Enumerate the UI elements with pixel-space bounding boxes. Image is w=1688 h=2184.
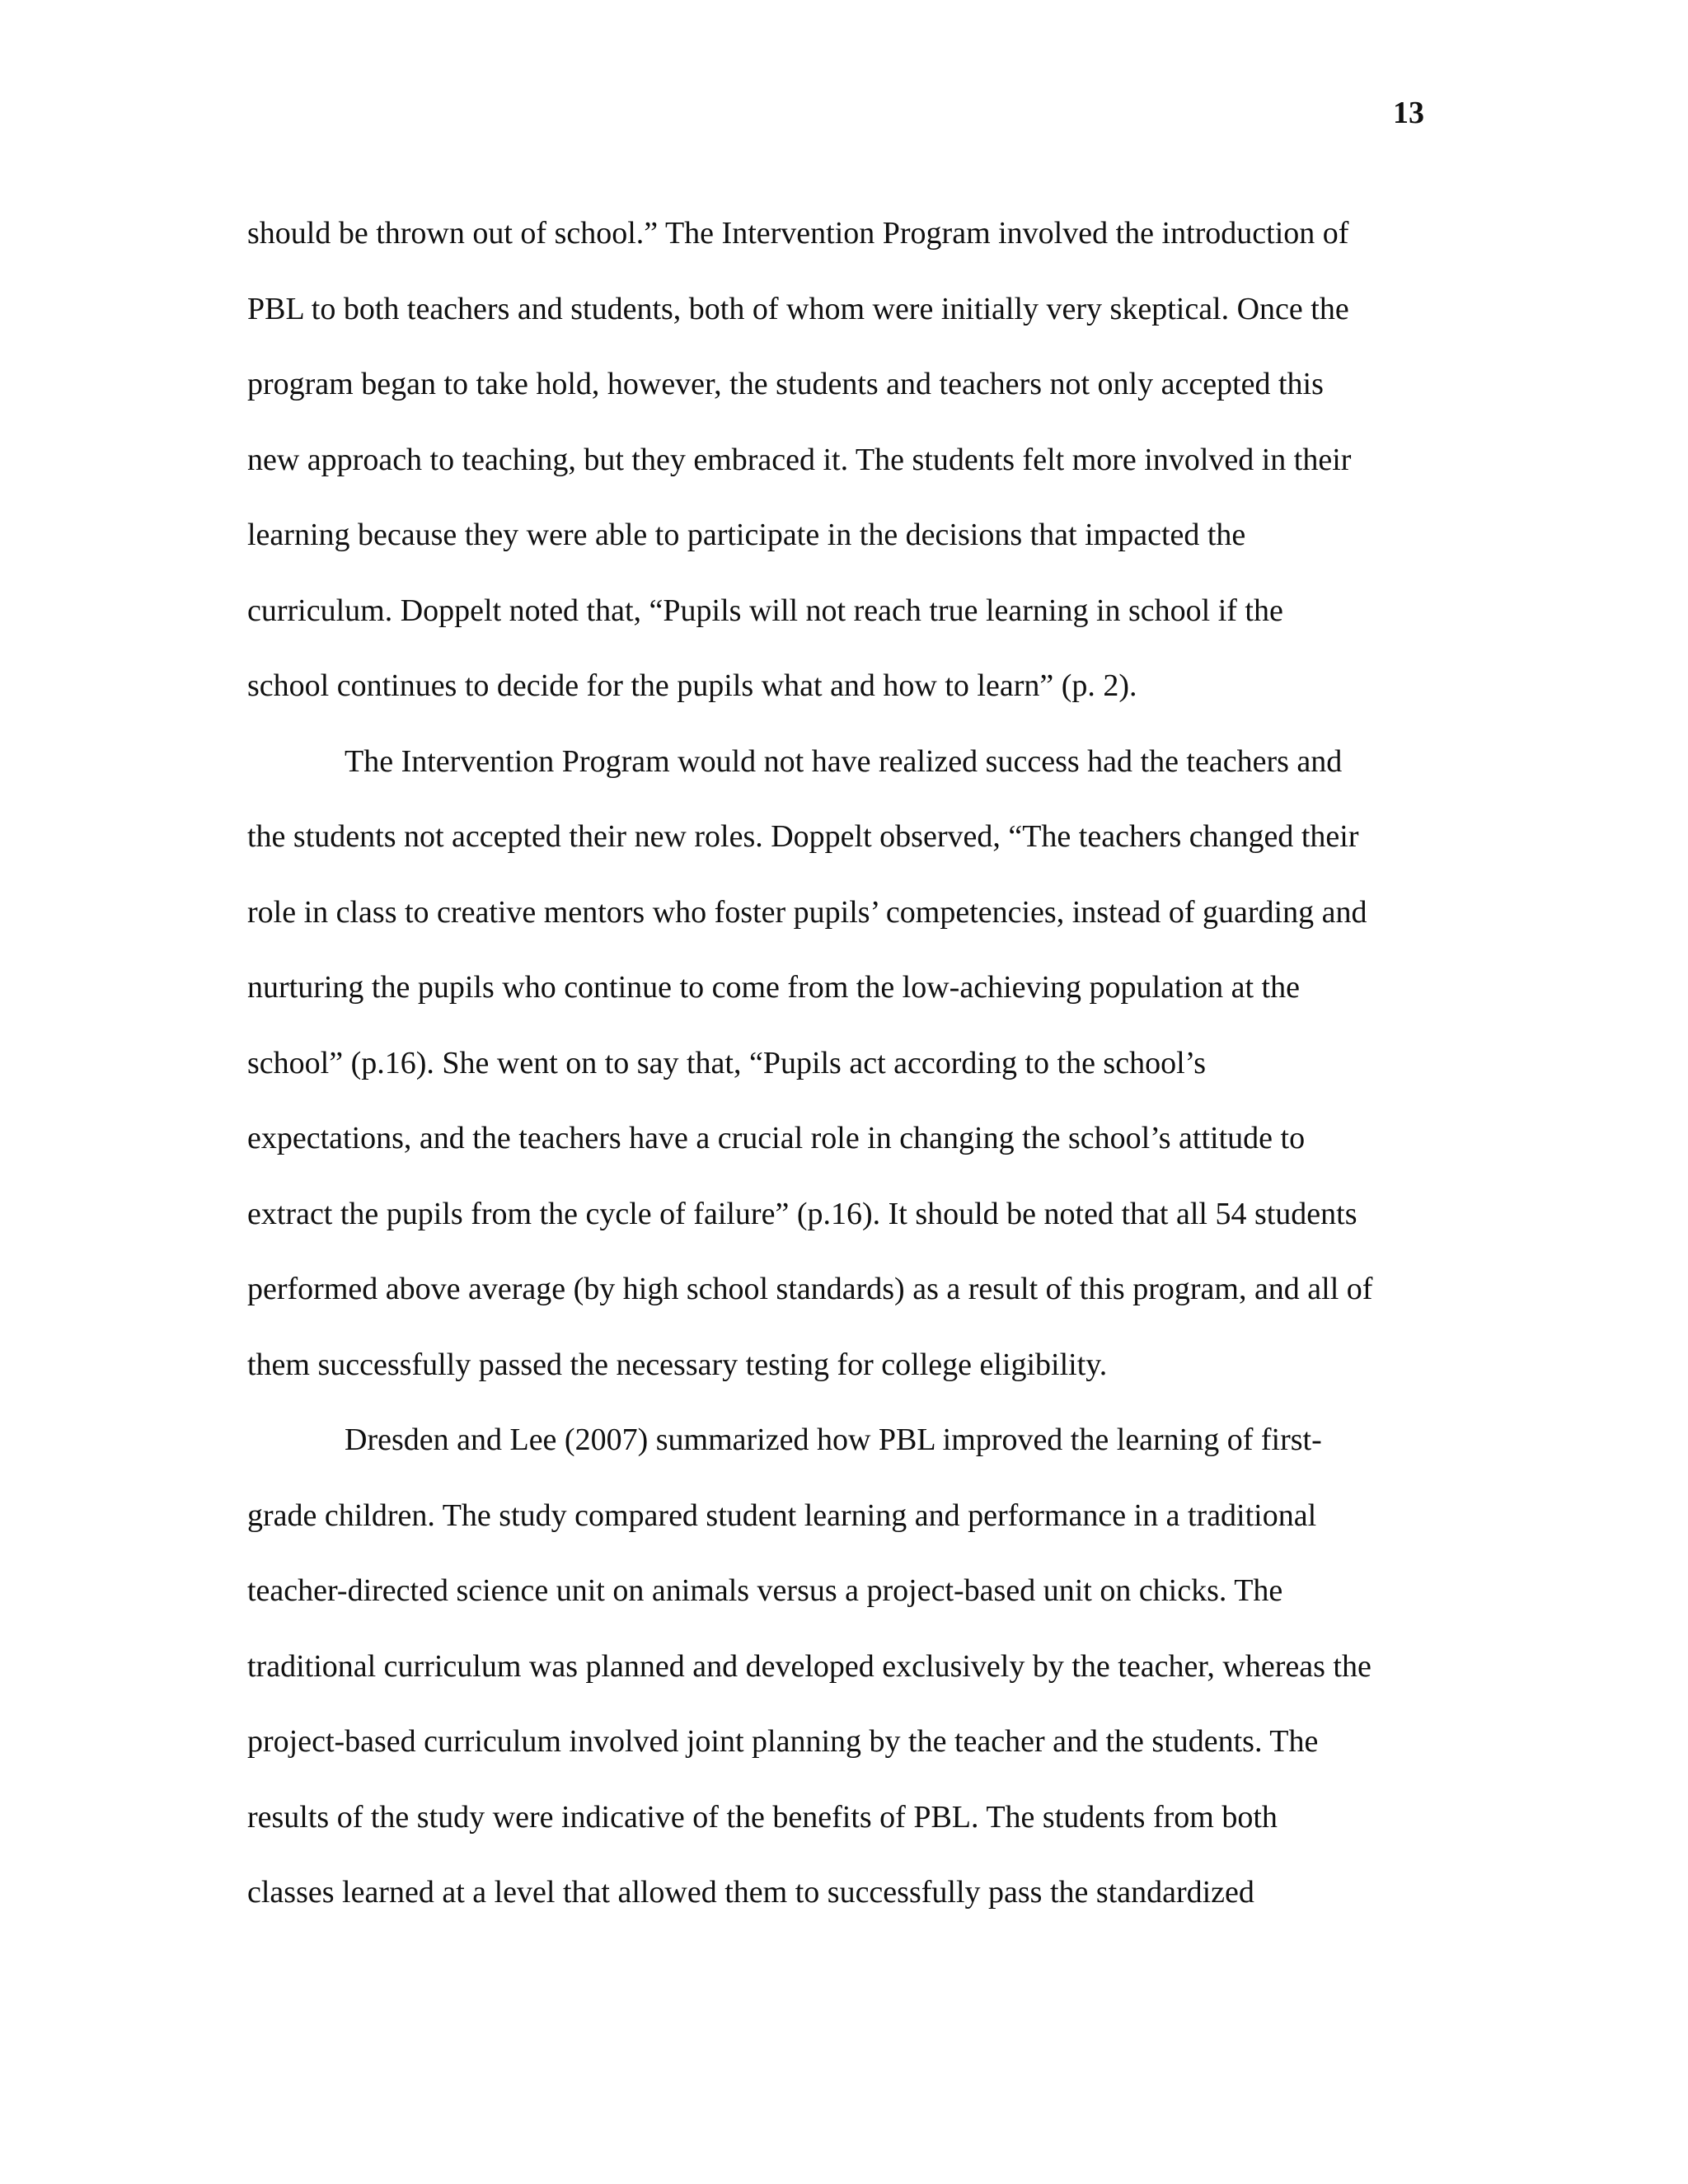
- page-number: 13: [1393, 96, 1424, 130]
- text-line: teacher-directed science unit on animals versus a project-based unit on chicks. The: [247, 1573, 1283, 1608]
- text-line: school” (p.16). She went on to say that, “Pupils act according to the school’s: [247, 1045, 1206, 1080]
- text-line: nurturing the pupils who continue to come from the low-achieving population at the: [247, 970, 1300, 1005]
- text-line: performed above average (by high school standards) as a result of this program, and all of: [247, 1272, 1373, 1306]
- text-line: curriculum. Doppelt noted that, “Pupils will not reach true learning in school if the: [247, 593, 1283, 628]
- text-line: traditional curriculum was planned and developed exclusively by the teacher, whereas the: [247, 1648, 1372, 1684]
- paragraph-first-line: Dresden and Lee (2007) summarized how PBL improved the learning of first-: [345, 1422, 1322, 1457]
- text-line: role in class to creative mentors who foster pupils’ competencies, instead of guarding and: [247, 894, 1367, 930]
- text-line: expectations, and the teachers have a crucial role in changing the school’s attitude to: [247, 1121, 1306, 1155]
- text-line: PBL to both teachers and students, both of whom were initially very skeptical. Once the: [247, 291, 1349, 326]
- text-line: project-based curriculum involved joint planning by the teacher and the students. The: [247, 1724, 1319, 1759]
- text-line: learning because they were able to participate in the decisions that impacted the: [247, 518, 1246, 552]
- text-line: grade children. The study compared student learning and performance in a traditional: [247, 1497, 1317, 1533]
- text-line: extract the pupils from the cycle of failure” (p.16). It should be noted that all 54 students: [247, 1196, 1357, 1231]
- text-line: new approach to teaching, but they embraced it. The students felt more involved in their: [247, 442, 1352, 477]
- text-line: them successfully passed the necessary testing for college eligibility.: [247, 1347, 1108, 1382]
- text-line: should be thrown out of school.” The Intervention Program involved the introduction of: [247, 216, 1349, 251]
- body-text: [247, 196, 1441, 1931]
- text-line: school continues to decide for the pupils what and how to learn” (p. 2).: [247, 668, 1137, 703]
- text-line: the students not accepted their new roles. Doppelt observed, “The teachers changed their: [247, 819, 1359, 854]
- text-line: results of the study were indicative of the benefits of PBL. The students from both: [247, 1799, 1278, 1835]
- text-line: classes learned at a level that allowed them to successfully pass the standardized: [247, 1875, 1254, 1910]
- paragraph-first-line: The Intervention Program would not have realized success had the teachers and: [345, 743, 1343, 779]
- text-line: program began to take hold, however, the students and teachers not only accepted this: [247, 367, 1324, 401]
